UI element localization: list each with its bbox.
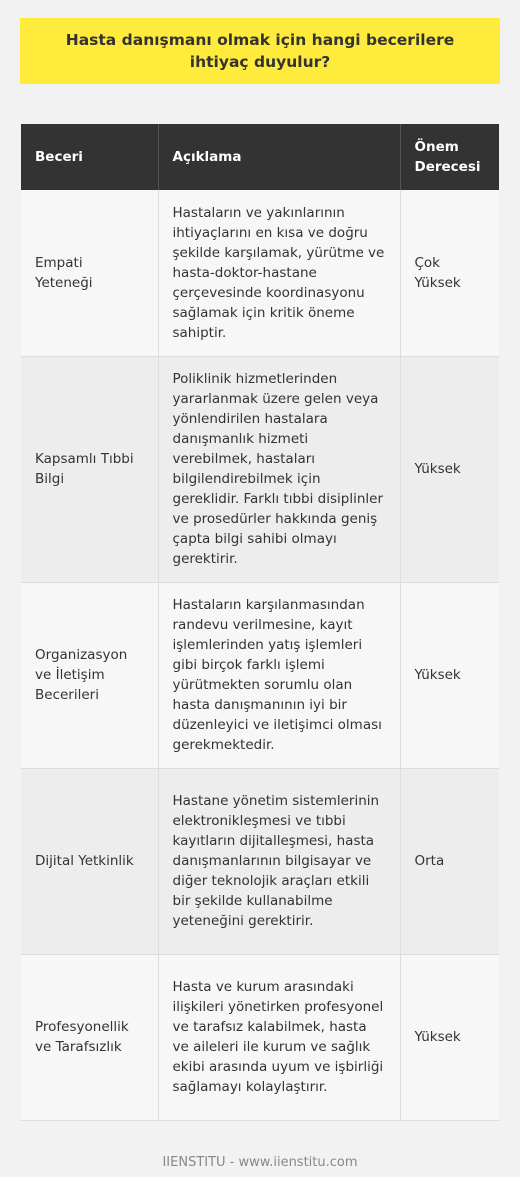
table-header-row — [21, 124, 499, 190]
description-cell: Poliklinik hizmetlerinden yararlanmak üzere gelen veya yönlendirilen hastalara danışmanlık hizmeti verebilmek, hastaları bilgilendirebilmek için gereklidir. Farklı tıbbi disiplinler ve prosedürler hakkında geniş çapta bilgi sahibi olmayı gerektirir. — [158, 356, 400, 582]
header-importance: Önem Derecesi — [400, 124, 499, 190]
skill-cell: Dijital Yetkinlik — [21, 768, 158, 954]
description-cell: Hastaların karşılanmasından randevu verilmesine, kayıt işlemlerinden yatış işlemleri gibi birçok farklı işlemi yürütmekten sorumlu olan hasta danışmanının iyi bir düzenleyici ve iletişimci olması gerekmektedir. — [158, 582, 400, 768]
description-cell: Hasta ve kurum arasındaki ilişkileri yönetirken profesyonel ve tarafsız kalabilmek, hasta ve aileleri ile kurum ve sağlık ekibi arasında uyum ve işbirliği sağlamayı kolaylaştırır. — [158, 954, 400, 1120]
table-row — [21, 954, 499, 1120]
description-cell: Hastaların ve yakınlarının ihtiyaçlarını en kısa ve doğru şekilde karşılamak, yürütme ve hasta-doktor-hastane çerçevesinde koordinasyonu sağlamak için kritik öneme sahiptir. — [158, 190, 400, 356]
table-row — [21, 356, 499, 582]
table-row — [21, 582, 499, 768]
table-row — [21, 190, 499, 356]
skill-cell: Profesyonellik ve Tarafsızlık — [21, 954, 158, 1120]
importance-cell: Yüksek — [400, 582, 499, 768]
page-title: Hasta danışmanı olmak için hangi becerilere ihtiyaç duyulur? — [65, 31, 455, 71]
skills-table — [21, 124, 499, 1121]
importance-cell: Yüksek — [400, 954, 499, 1120]
header-description: Açıklama — [158, 124, 400, 190]
table-row — [21, 768, 499, 954]
skill-cell: Empati Yeteneği — [21, 190, 158, 356]
footer-credit: IIENSTITU - www.iienstitu.com — [162, 1155, 358, 1170]
skill-cell: Organizasyon ve İletişim Becerileri — [21, 582, 158, 768]
skill-cell: Kapsamlı Tıbbi Bilgi — [21, 356, 158, 582]
importance-cell: Çok Yüksek — [400, 190, 499, 356]
description-cell: Hastane yönetim sistemlerinin elektronikleşmesi ve tıbbi kayıtların dijitalleşmesi, hasta danışmanlarının bilgisayar ve diğer teknolojik araçları etkili bir şekilde kullanabilme yeteneğini gerektirir. — [158, 768, 400, 954]
title-banner — [20, 18, 500, 84]
importance-cell: Orta — [400, 768, 499, 954]
importance-cell: Yüksek — [400, 356, 499, 582]
header-skill: Beceri — [21, 124, 158, 190]
